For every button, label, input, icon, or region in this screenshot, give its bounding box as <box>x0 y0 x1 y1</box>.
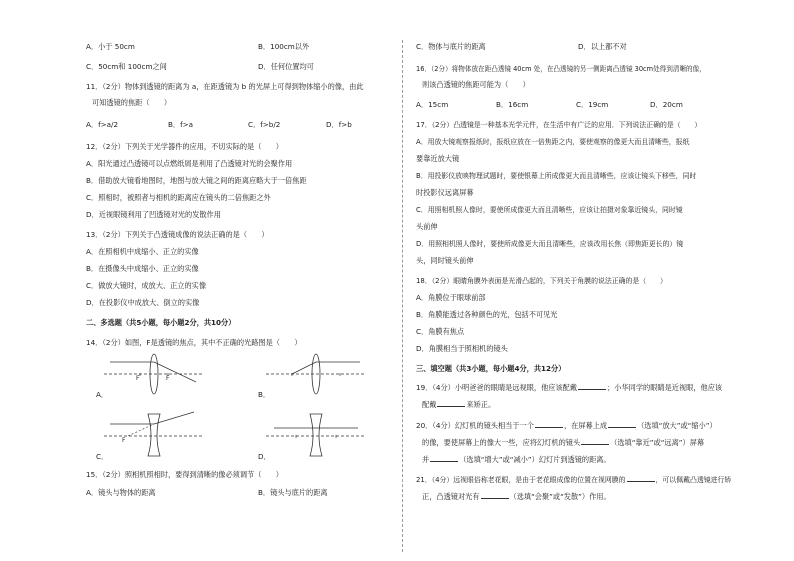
q18-option-b: B．角膜能透过各种颜色的光，包括不可见光 <box>416 310 558 319</box>
q20-text-a: 20．（4分）幻灯机的镜头相当于一个 <box>416 421 534 430</box>
q16-option-a: A．15cm <box>416 100 449 109</box>
q19-blank-1[interactable] <box>578 382 606 390</box>
q13-option-d: D．在投影仪中成放大、倒立的实像 <box>86 298 200 307</box>
q10-option-b: B．100cm以外 <box>258 42 310 51</box>
q14-label-d: D． <box>258 452 271 461</box>
q21-blank-1[interactable] <box>627 474 655 482</box>
q16-option-d: D．20cm <box>650 100 683 109</box>
q19-blank-2[interactable] <box>437 399 465 407</box>
q14-diagram-d <box>266 408 366 458</box>
q13-option-b: B．在摄像头中成缩小、正立的实像 <box>86 264 199 273</box>
q16-option-c: C．19cm <box>576 100 609 109</box>
q17-option-a-line2: 要靠近放大镜 <box>416 154 460 163</box>
q21-text-a: 21．（4分）远视眼俗称老花眼，是由于老花眼成像的位置在视网膜的 <box>416 476 626 484</box>
q21-blank-2[interactable] <box>481 491 509 499</box>
q14-a-focus-right: F <box>166 375 170 382</box>
q17-option-a-line1: A．用放大镜观察报纸时，报纸应放在一倍焦距之内，要使观察的像更大而且清晰些，报纸 <box>416 138 690 146</box>
q18-option-d: D．角膜相当于照相机的镜头 <box>416 344 508 353</box>
q21-text-b: ，可以佩戴凸透镜进行矫 <box>655 476 732 484</box>
q20-blank-1[interactable] <box>535 420 563 428</box>
column-divider <box>402 40 403 552</box>
q21-text-d: （选填“会聚”或“发散”）作用。 <box>509 492 611 501</box>
q20-text-f: 并 <box>422 455 430 464</box>
q17-option-d-line1: D．用照相机照人像时，要使所成像更大而且清晰些，应该改用长焦（即焦距更长的）镜 <box>416 240 684 248</box>
q15-stem: 15．（2分）照相机照相时，要得到清晰的像必须调节（ ） <box>86 470 283 479</box>
q18-option-a: A．角膜位于眼球前部 <box>416 293 486 302</box>
q15-option-a: A．镜头与物体的距离 <box>86 488 156 497</box>
q20-line1 <box>416 420 717 431</box>
q17-option-b-line1: B．用投影仪放映物理试题时，要使银幕上所成像更大而且清晰些，应该让镜头下移些，同时 <box>416 172 697 180</box>
q13-option-c: C．做放大镜时，成放大、正立的实像 <box>86 281 207 290</box>
section-2-heading: 二、多选题（共5小题，每小题2分，共10分） <box>86 318 236 327</box>
q20-blank-4[interactable] <box>430 454 458 462</box>
q11-option-c: C．f>b/2 <box>248 120 281 129</box>
q14-diagram-a <box>104 348 204 398</box>
q10-option-c: C．50cm和 100cm之间 <box>86 62 167 71</box>
q20-line2 <box>422 437 704 448</box>
q14-label-a: A． <box>96 390 109 399</box>
q17-option-c-line2: 头前伸 <box>416 222 438 231</box>
q15-option-c: C．物体与底片的距离 <box>416 42 486 51</box>
q13-option-a: A．在照相机中成缩小、正立的实像 <box>86 247 199 256</box>
q19-line2 <box>422 399 495 410</box>
q19-text-c: 配戴 <box>422 400 437 409</box>
q15-option-d: D．以上都不对 <box>578 42 627 51</box>
q21-text-c: 正，凸透镜对光有 <box>422 492 480 501</box>
q14-c-focus-left: F <box>122 437 126 444</box>
q20-blank-2[interactable] <box>608 420 636 428</box>
q12-option-a: A．阳光通过凸透镜可以点燃纸屑是利用了凸透镜对光的会聚作用 <box>86 159 293 168</box>
q14-label-c: C． <box>96 452 109 461</box>
q18-option-c: C．角膜有焦点 <box>416 327 465 336</box>
q10-option-d: D．任何位置均可 <box>258 62 314 71</box>
q20-text-g: （选填“增大”或“减小”）幻灯片到透镜的距离。 <box>459 455 611 464</box>
q18-stem: 18．（2分）眼睛角膜外表面是光滑凸起的，下列关于角膜的说法正确的是（ ） <box>416 277 667 285</box>
q21-line2 <box>422 491 611 502</box>
q12-stem: 12．（2分）下列关于光学器件的应用，不切实际的是（ ） <box>86 142 283 151</box>
q19-text-a: 19．（4分）小明爸爸的眼睛是远视眼，他应该配戴 <box>416 383 578 392</box>
q11-option-a: A．f>a/2 <box>86 120 119 129</box>
q20-blank-3[interactable] <box>581 437 609 445</box>
q17-stem: 17．（2分）凸透镜是一种基本光学元件，在生活中有广泛的应用．下列说法正确的是（ ） <box>416 121 702 129</box>
q16-stem-line1: 16．（2分）将物体放在距凸透镜 40cm 处，在凸透镜的另一侧距离凸透镜 30cm处得到清晰的像， <box>416 65 706 73</box>
q11-stem-line2: 可知透镜的焦距（ ） <box>92 98 172 107</box>
q15-option-b: B．镜头与底片的距离 <box>258 488 328 497</box>
q19-text-b: ；小华同学的眼睛是近视眼，他应该 <box>607 383 723 392</box>
section-3-heading: 三、填空题（共3小题，每小题4分，共12分） <box>416 364 566 373</box>
q14-diagram-b <box>266 348 366 398</box>
q20-text-e: （选填“靠近”或“远离”）屏幕 <box>610 438 705 447</box>
q17-option-c-line1: C．用照相机照人像时，要使所成像更大而且清晰些，应该让拍摄对象靠近镜头，同时镜 <box>416 206 683 214</box>
q11-option-d: D．f>b <box>326 120 352 129</box>
q13-stem: 13．（2分）下列关于凸透镜成像的说法正确的是（ ） <box>86 230 269 239</box>
q14-a-focus-left: F <box>136 375 140 382</box>
q10-option-a: A．小于 50cm <box>86 42 135 51</box>
q12-option-d: D．近视眼镜利用了凹透镜对光的发散作用 <box>86 210 221 219</box>
q20-text-d: 的像，要使屏幕上的像大一些，应将幻灯机的镜头 <box>422 438 581 447</box>
q20-text-b: ，在屏幕上成 <box>563 421 608 430</box>
q20-text-c: （选填“放大”或“缩小”） <box>637 421 717 430</box>
q16-option-b: B．16cm <box>496 100 529 109</box>
q14-label-b: B． <box>258 390 271 399</box>
q17-option-d-line2: 头，同时镜头前伸 <box>416 256 474 265</box>
q20-line3 <box>422 454 611 465</box>
q17-option-b-line2: 时投影仪远离屏幕 <box>416 188 474 197</box>
q21-line1 <box>416 474 731 485</box>
q11-option-b: B．f>a <box>168 120 194 129</box>
q14-diagram-c <box>104 408 204 458</box>
q19-text-d: 来矫正。 <box>466 400 496 409</box>
q11-stem-line1: 11．（2分）物体到透镜的距离为 a，在距透镜为 b 的光屏上可得到物体缩小的像，由此 <box>86 82 364 91</box>
q16-stem-line2: 则该凸透镜的焦距可能为（ ） <box>422 80 530 89</box>
q12-option-c: C．照相时，被照者与相机的距离应在镜头的二倍焦距之外 <box>86 193 271 202</box>
q14-stem: 14．（2分）如图，F是透镜的焦点，其中不正确的光路图是（ ） <box>86 338 302 347</box>
q12-option-b: B．借助放大镜看地图时，地图与放大镜之间的距离应略大于一倍焦距 <box>86 176 307 185</box>
q19-line1 <box>416 382 722 393</box>
